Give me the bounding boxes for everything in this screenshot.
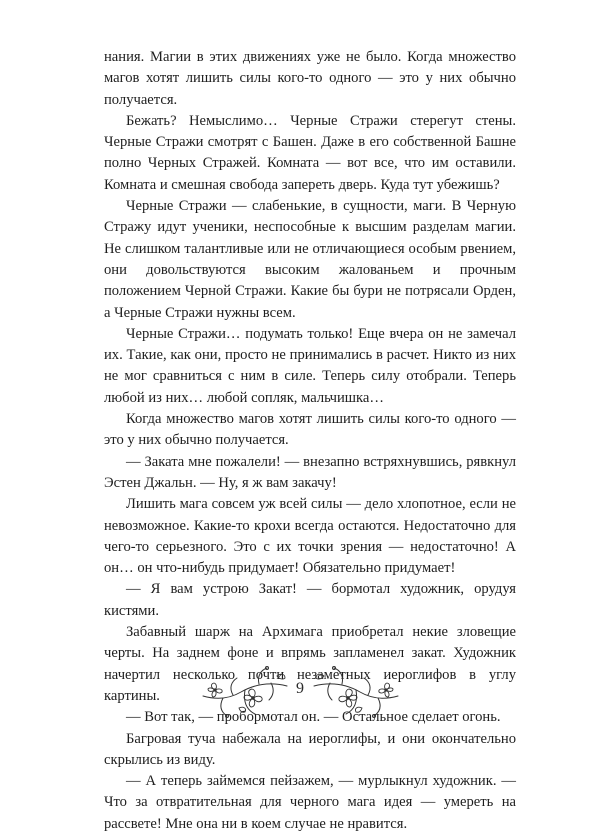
paragraph: — Заката мне пожалели! — внезапно встряхнувшись, рявкнул Эстен Джальн. — Ну, я ж вам закачу!	[104, 453, 516, 491]
paragraph: Бежать? Немыслимо… Черные Стражи стерегут стены. Черные Стражи смотрят с Башен. Даже в его собственной Башне полно Черных Стражей. Комната — вот все, что им оставили. Комната и смешная свобода запереть дверь. Куда тут убежишь?	[104, 112, 516, 193]
paragraph: Черные Стражи… подумать только! Еще вчера он не замечал их. Такие, как они, просто не принимались в расчет. Никто из них не мог сравниться с ним в силе. Теперь силу отобрали. Теперь любой из них… любой сопляк, мальчишка…	[104, 325, 516, 406]
paragraph: — Я вам устрою Закат! — бормотал художник, орудуя кистями.	[104, 581, 516, 619]
paragraph: — Вот так, — пробормотал он. — Остальное сделает огонь.	[126, 709, 501, 726]
blossom-branch-icon	[199, 664, 291, 720]
blossom-branch-icon	[310, 664, 402, 720]
paragraph: нания. Магии в этих движениях уже не было. Когда множество магов хотят лишить силы кого-то одного — это у них обычно получается.	[104, 49, 516, 108]
paragraph: Багровая туча набежала на иероглифы, и они окончательно скрылись из виду.	[104, 730, 516, 768]
page-number: 9	[296, 680, 304, 697]
paragraph: Лишить мага совсем уж всей силы — дело хлопотное, если не невозможное. Какие-то крохи всегда остаются. Недостаточно для чего-то серьезного. Это с их точки зрения — недостаточно! А он… он что-нибудь придумает! Обязательно придумает!	[104, 496, 516, 577]
paragraph: Когда множество магов хотят лишить силы кого-то одного — это у них обычно получается.	[104, 411, 516, 449]
paragraph: Забавный шарж на Архимага приобретал некие зловещие черты. На заднем фоне и впрямь запламенел закат. Художник начертил несколько почти незаметных иероглифов в углу картины.	[104, 624, 516, 704]
page-footer	[0, 664, 600, 724]
paragraph: — А теперь займемся пейзажем, — мурлыкнул художник. — Что за отвратительная для черного мага идея — умереть на рассвете! Мне она ни в коем случае не нравится.	[104, 773, 516, 832]
paragraph: Черные Стражи — слабенькие, в сущности, маги. В Черную Стражу идут ученики, неспособные к высшим разделам магии. Не слишком талантливые или не отличающиеся особым рвением, они довольствуются высоким жалованьем и прочным положением Черной Стражи. Какие бы бури не потрясали Орден, а Черные Стражи нужны всем.	[104, 198, 516, 321]
